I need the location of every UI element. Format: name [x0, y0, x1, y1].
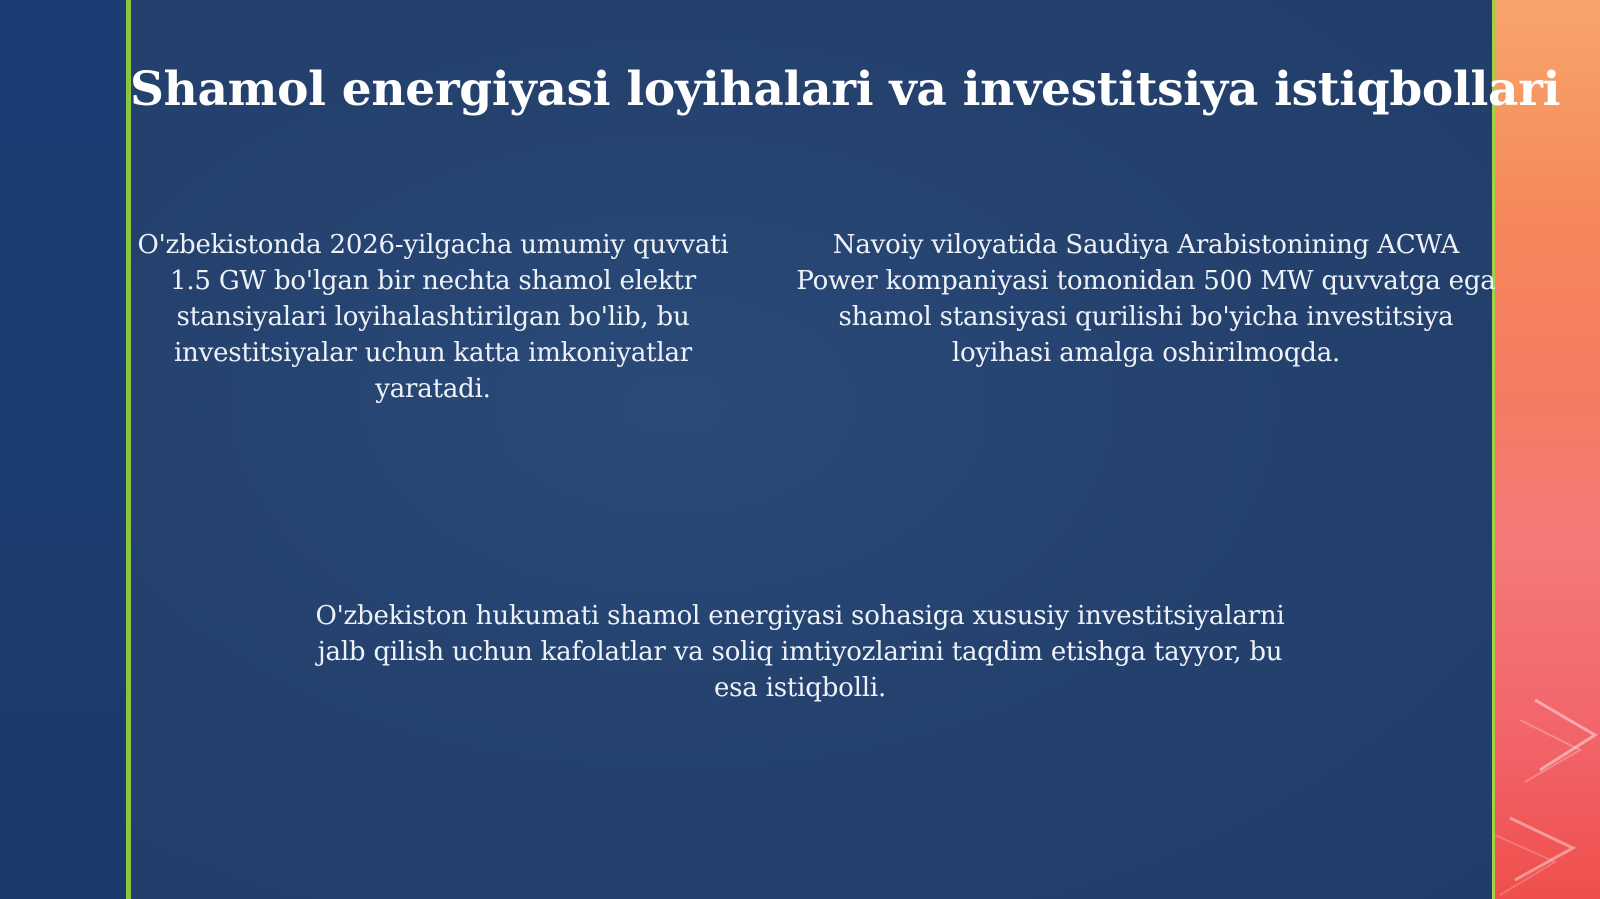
- right-decorative-band: [1495, 0, 1600, 899]
- slide-content-panel: [127, 0, 1493, 899]
- chevron-arrows-icon: [1495, 0, 1600, 899]
- paragraph-bottom: O'zbekiston hukumati shamol energiyasi sohasiga xususiy investitsiyalarni jalb qilish uchun kafolatlar va soliq imtiyozlarini taqdim etishga tayyor, bu esa istiqbolli.: [315, 601, 1285, 703]
- left-decorative-band: [0, 0, 127, 899]
- slide-title: Shamol energiyasi loyihalari va investitsiya istiqbollari: [130, 62, 1561, 117]
- paragraph-left: O'zbekistonda 2026-yilgacha umumiy quvvati 1.5 GW bo'lgan bir nechta shamol elektr stansiyalari loyihalashtirilgan bo'lib, bu investitsiyalar uchun katta imkoniyatlar yaratadi.: [137, 230, 729, 404]
- left-accent-line: [126, 0, 131, 899]
- paragraph-right: Navoiy viloyatida Saudiya Arabistonining ACWA Power kompaniyasi tomonidan 500 MW quvvatga ega shamol stansiyasi qurilishi bo'yicha investitsiya loyihasi amalga oshirilmoqda.: [796, 230, 1496, 368]
